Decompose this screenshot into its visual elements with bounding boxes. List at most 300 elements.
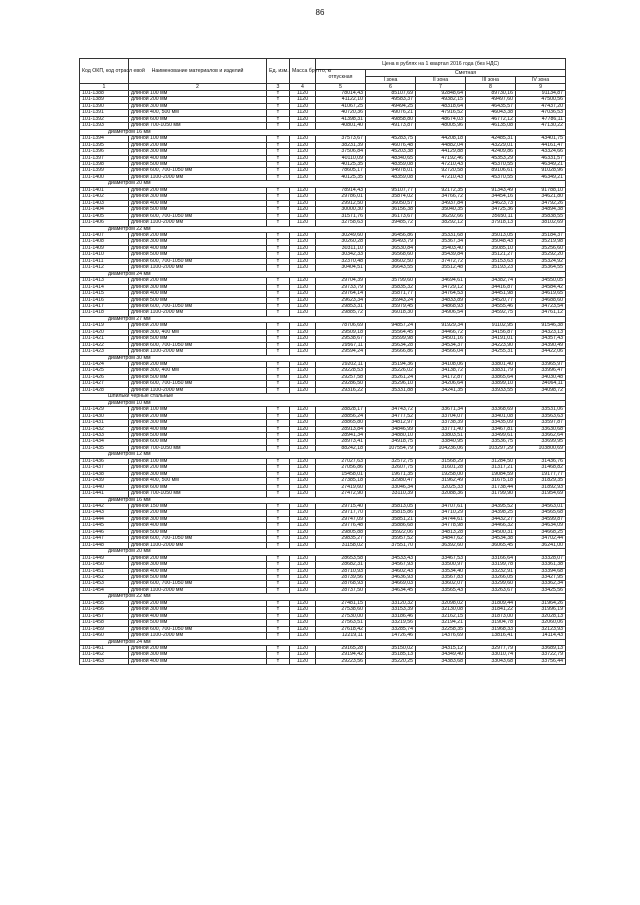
cell-unit: т — [267, 258, 290, 264]
cell-release-price: 29567,11 — [316, 342, 366, 348]
cell-zone-3-price: 49497,60 — [466, 97, 516, 103]
cell-zone-4-price: 31892,93 — [516, 484, 566, 490]
cell-mass: 1120 — [290, 362, 316, 368]
cell-zone-2-price: 34833,89 — [416, 297, 466, 303]
cell-unit: т — [267, 381, 290, 387]
cell-unit: т — [267, 207, 290, 213]
cell-release-price: 29202,11 — [316, 362, 366, 368]
price-table — [79, 58, 566, 665]
cell-zone-3-price: 34500,31 — [466, 529, 516, 535]
cell-zone-3-price: 34466,32 — [466, 523, 516, 529]
cell-unit: т — [267, 110, 290, 116]
cell-name: длиной 500 мм — [129, 433, 267, 439]
cell-zone-3-price: 34725,36 — [466, 207, 516, 213]
cell-mass: 1120 — [290, 174, 316, 180]
cell-name: длиной 500 мм — [129, 297, 267, 303]
cell-code: 101-1447 — [80, 536, 129, 542]
cell-zone-4-price: 47437,20 — [516, 103, 566, 109]
cell-zone-2-price: 35512,48 — [416, 265, 466, 271]
cell-mass: 1120 — [290, 155, 316, 161]
cell-zone-2-price: 31568,29 — [416, 458, 466, 464]
header-zone-3: III зона — [466, 77, 516, 84]
cell-mass: 1120 — [290, 426, 316, 432]
column-number: 8 — [466, 84, 516, 91]
cell-release-price: 27056,86 — [316, 465, 366, 471]
cell-zone-1-price: 33219,56 — [366, 620, 416, 626]
cell-zone-2-price: 34349,40 — [416, 652, 466, 658]
cell-mass: 1120 — [290, 504, 316, 510]
cell-zone-1-price: 107554,79 — [366, 445, 416, 451]
cell-zone-1-price: 33046,34 — [366, 484, 416, 490]
cell-mass: 1120 — [290, 97, 316, 103]
cell-release-price: 29194,42 — [316, 652, 366, 658]
cell-code: 101-1437 — [80, 465, 129, 471]
cell-release-price: 29776,48 — [316, 523, 366, 529]
cell-zone-3-price: 33043,68 — [466, 658, 516, 664]
cell-unit: т — [267, 484, 290, 490]
cell-code: 101-1398 — [80, 161, 129, 167]
cell-zone-2-price: 49382,15 — [416, 97, 466, 103]
cell-name: длиной 200 мм — [129, 142, 267, 148]
cell-zone-4-price: 33662,64 — [516, 433, 566, 439]
cell-zone-3-price: 34395,52 — [466, 504, 516, 510]
cell-zone-4-price: 33425,56 — [516, 587, 566, 593]
section-title: диаметром 20 мм — [80, 181, 566, 187]
header-release-price: отпускная — [316, 70, 366, 84]
cell-name: длиной 400, 500 мм — [129, 110, 267, 116]
column-number: 3 — [267, 84, 290, 91]
cell-zone-1-price: 32572,75 — [366, 458, 416, 464]
cell-unit: т — [267, 342, 290, 348]
cell-zone-4-price: 34668,25 — [516, 529, 566, 535]
cell-code: 101-1430 — [80, 413, 129, 419]
cell-unit: т — [267, 194, 290, 200]
cell-zone-1-price: 19671,35 — [366, 471, 416, 477]
table-row — [80, 658, 566, 664]
cell-name: длиной 600, 700-1050 мм — [129, 342, 267, 348]
cell-name: длиной 300 мм — [129, 239, 267, 245]
cell-zone-4-price: 33996,47 — [516, 368, 566, 374]
column-number: 1 — [80, 84, 129, 91]
cell-zone-1-price: 36018,30 — [366, 310, 416, 316]
cell-mass: 1120 — [290, 374, 316, 380]
cell-mass: 1120 — [290, 568, 316, 574]
cell-unit: т — [267, 568, 290, 574]
cell-release-price: 29623,34 — [316, 297, 366, 303]
cell-unit: т — [267, 645, 290, 651]
cell-zone-4-price: 38102,69 — [516, 220, 566, 226]
cell-release-price: 28941,34 — [316, 433, 366, 439]
cell-zone-4-price: 33328,07 — [516, 555, 566, 561]
cell-unit: т — [267, 123, 290, 129]
cell-zone-1-price: 35851,21 — [366, 516, 416, 522]
page-number: 86 — [315, 8, 325, 17]
cell-zone-1-price: 14726,46 — [366, 633, 416, 639]
cell-name: длиной 600 мм — [129, 484, 267, 490]
cell-release-price: 28856,24 — [316, 413, 366, 419]
cell-zone-4-price: 33563,63 — [516, 413, 566, 419]
cell-zone-3-price: 89106,61 — [466, 168, 516, 174]
cell-zone-3-price: 33801,40 — [466, 362, 516, 368]
cell-name: длиной 400 мм — [129, 523, 267, 529]
cell-zone-2-price: 34108,06 — [416, 362, 466, 368]
cell-zone-1-price: 32980,47 — [366, 478, 416, 484]
cell-mass: 1120 — [290, 407, 316, 413]
cell-release-price: 29223,56 — [316, 658, 366, 664]
cell-release-price: 29717,70 — [316, 510, 366, 516]
cell-zone-2-price: 33467,53 — [416, 555, 466, 561]
cell-zone-2-price: 35040,35 — [416, 207, 466, 213]
cell-zone-4-price: 34761,12 — [516, 310, 566, 316]
cell-name: длиной 600, 700-1050 мм — [129, 626, 267, 632]
cell-zone-1-price: 36530,84 — [366, 245, 416, 251]
cell-zone-4-price: 91788,10 — [516, 187, 566, 193]
cell-mass: 1120 — [290, 645, 316, 651]
cell-code: 101-1446 — [80, 529, 129, 535]
cell-mass: 1120 — [290, 265, 316, 271]
cell-zone-3-price: 35048,43 — [466, 239, 516, 245]
cell-zone-4-price: 33965,97 — [516, 362, 566, 368]
cell-zone-1-price: 34846,99 — [366, 426, 416, 432]
cell-name: длиной 200 мм — [129, 600, 267, 606]
cell-unit: т — [267, 523, 290, 529]
cell-code: 101-1460 — [80, 633, 129, 639]
cell-zone-4-price: 34064,11 — [516, 381, 566, 387]
cell-unit: т — [267, 658, 290, 664]
cell-unit: т — [267, 587, 290, 593]
cell-unit: т — [267, 407, 290, 413]
cell-release-price: 29316,22 — [316, 387, 366, 393]
section-title: диаметром 12 мм — [80, 452, 566, 458]
cell-unit: т — [267, 265, 290, 271]
cell-release-price: 28682,31 — [316, 562, 366, 568]
cell-zone-4-price: 34688,60 — [516, 297, 566, 303]
cell-zone-1-price: 36493,79 — [366, 239, 416, 245]
cell-release-price: 27563,51 — [316, 620, 366, 626]
cell-zone-3-price: 33536,75 — [466, 439, 516, 445]
cell-code: 101-1450 — [80, 562, 129, 568]
cell-release-price: 29764,14 — [316, 291, 366, 297]
cell-zone-2-price: 34729,12 — [416, 284, 466, 290]
cell-mass: 1120 — [290, 342, 316, 348]
cell-zone-4-price: 35219,98 — [516, 239, 566, 245]
cell-mass: 1120 — [290, 607, 316, 613]
cell-zone-3-price: 35153,63 — [466, 258, 516, 264]
cell-code: 101-1438 — [80, 471, 129, 477]
cell-release-price: 27618,42 — [316, 626, 366, 632]
cell-zone-3-price: 34398,25 — [466, 510, 516, 516]
cell-code: 101-1428 — [80, 387, 129, 393]
cell-mass: 1120 — [290, 439, 316, 445]
cell-unit: т — [267, 116, 290, 122]
cell-mass: 1120 — [290, 91, 316, 97]
cell-code: 101-1434 — [80, 439, 129, 445]
cell-unit: т — [267, 626, 290, 632]
cell-zone-3-price: 34520,77 — [466, 297, 516, 303]
cell-zone-3-price: 36065,45 — [466, 542, 516, 548]
cell-zone-1-price: 32607,75 — [366, 465, 416, 471]
cell-zone-4-price: 32123,93 — [516, 626, 566, 632]
cell-release-price: 78706,69 — [316, 323, 366, 329]
cell-release-price: 29835,27 — [316, 536, 366, 542]
cell-unit: т — [267, 445, 290, 451]
cell-name: длиной 500 мм — [129, 207, 267, 213]
cell-zone-3-price: 37918,13 — [466, 220, 516, 226]
cell-unit: т — [267, 142, 290, 148]
cell-zone-2-price: 34710,29 — [416, 510, 466, 516]
cell-release-price: 29509,18 — [316, 329, 366, 335]
cell-zone-3-price: 34191,01 — [466, 336, 516, 342]
cell-unit: т — [267, 220, 290, 226]
cell-unit: т — [267, 349, 290, 355]
cell-release-price: 40801,40 — [316, 123, 366, 129]
cell-name: длиной 600, 700-1050 мм — [129, 303, 267, 309]
cell-release-price: 31571,76 — [316, 213, 366, 219]
section-title: диаметром 22 мм — [80, 594, 566, 600]
cell-zone-4-price: 34323,13 — [516, 329, 566, 335]
cell-code: 101-1411 — [80, 258, 129, 264]
cell-name: длиной 200 мм — [129, 510, 267, 516]
cell-zone-1-price: 34777,52 — [366, 413, 416, 419]
cell-unit: т — [267, 471, 290, 477]
cell-unit: т — [267, 174, 290, 180]
cell-zone-2-price: 32162,15 — [416, 613, 466, 619]
cell-code: 101-1451 — [80, 568, 129, 574]
cell-mass: 1120 — [290, 329, 316, 335]
cell-zone-1-price: 34567,93 — [366, 562, 416, 568]
cell-zone-4-price: 31996,19 — [516, 607, 566, 613]
cell-release-price: 29805,88 — [316, 529, 366, 535]
cell-mass: 1120 — [290, 413, 316, 419]
cell-name: длиной 400 мм — [129, 291, 267, 297]
cell-code: 101-1425 — [80, 368, 129, 374]
cell-zone-3-price: 42409,86 — [466, 149, 516, 155]
cell-zone-2-price: 33567,83 — [416, 574, 466, 580]
cell-zone-3-price: 91102,95 — [466, 323, 516, 329]
cell-zone-3-price: 33368,69 — [466, 407, 516, 413]
cell-mass: 1120 — [290, 620, 316, 626]
cell-code: 101-1433 — [80, 433, 129, 439]
cell-zone-2-price: 34501,16 — [416, 336, 466, 342]
cell-zone-2-price: 47210,43 — [416, 161, 466, 167]
cell-zone-4-price: 35838,55 — [516, 213, 566, 219]
cell-zone-1-price: 36173,67 — [366, 213, 416, 219]
cell-unit: т — [267, 303, 290, 309]
cell-name: длиной 500 мм — [129, 161, 267, 167]
cell-mass: 1120 — [290, 278, 316, 284]
cell-unit: т — [267, 465, 290, 471]
cell-unit: т — [267, 458, 290, 464]
cell-code: 101-1399 — [80, 168, 129, 174]
cell-name: длиной 200 мм — [129, 555, 267, 561]
cell-zone-1-price: 35226,02 — [366, 368, 416, 374]
cell-zone-3-price: 31284,50 — [466, 458, 516, 464]
cell-name: длиной 300 мм — [129, 562, 267, 568]
cell-code: 101-1397 — [80, 155, 129, 161]
cell-name: длиной 1100-2000 мм — [129, 310, 267, 316]
cell-name: длиной 400 мм — [129, 200, 267, 206]
cell-code: 101-1457 — [80, 613, 129, 619]
cell-code: 101-1459 — [80, 626, 129, 632]
header-unit: Ед. изм. — [267, 59, 290, 84]
column-number: 5 — [316, 84, 366, 91]
cell-mass: 1120 — [290, 349, 316, 355]
cell-code: 101-1390 — [80, 103, 129, 109]
cell-zone-1-price: 35150,02 — [366, 645, 416, 651]
cell-zone-1-price: 35331,88 — [366, 387, 416, 393]
section-title: диаметром 22 мм — [80, 226, 566, 232]
cell-mass: 1120 — [290, 142, 316, 148]
cell-release-price: 29228,53 — [316, 368, 366, 374]
cell-zone-2-price: 48005,96 — [416, 123, 466, 129]
cell-zone-3-price: 45370,55 — [466, 161, 516, 167]
cell-zone-4-price: 34584,42 — [516, 284, 566, 290]
cell-zone-3-price: 35085,10 — [466, 245, 516, 251]
cell-zone-1-price: 33110,39 — [366, 491, 416, 497]
cell-mass: 1120 — [290, 445, 316, 451]
cell-unit: т — [267, 491, 290, 497]
cell-code: 101-1393 — [80, 123, 129, 129]
column-number: 4 — [290, 84, 316, 91]
cell-release-price: 78914,43 — [316, 187, 366, 193]
cell-zone-4-price: 33362,34 — [516, 581, 566, 587]
cell-code: 101-1435 — [80, 445, 129, 451]
cell-zone-2-price: 33704,07 — [416, 413, 466, 419]
cell-unit: т — [267, 652, 290, 658]
header-mass: Масса брутто, кг — [290, 59, 316, 84]
cell-mass: 1120 — [290, 536, 316, 542]
cell-mass: 1120 — [290, 213, 316, 219]
cell-code: 101-1406 — [80, 220, 129, 226]
cell-zone-3-price: 46043,38 — [466, 110, 516, 116]
cell-zone-4-price: 47786,11 — [516, 116, 566, 122]
cell-unit: т — [267, 620, 290, 626]
cell-mass: 1120 — [290, 187, 316, 193]
cell-mass: 1120 — [290, 529, 316, 535]
cell-zone-1-price: 35634,28 — [366, 342, 416, 348]
cell-zone-2-price: 35331,68 — [416, 232, 466, 238]
cell-code: 101-1452 — [80, 574, 129, 580]
cell-mass: 1120 — [290, 149, 316, 155]
cell-mass: 1120 — [290, 574, 316, 580]
cell-release-price: 41067,25 — [316, 103, 366, 109]
cell-code: 101-1420 — [80, 329, 129, 335]
cell-release-price: 12219,11 — [316, 633, 366, 639]
cell-zone-2-price: 33500,97 — [416, 562, 466, 568]
cell-zone-4-price: 33699,95 — [516, 439, 566, 445]
cell-zone-4-price: 35256,60 — [516, 245, 566, 251]
cell-name: длиной 300 мм — [129, 516, 267, 522]
cell-name: длиной 600, 700-1050 мм — [129, 213, 267, 219]
cell-name: длиной 400, 500 мм — [129, 478, 267, 484]
cell-release-price: 41122,10 — [316, 97, 366, 103]
cell-release-price: 30249,60 — [316, 232, 366, 238]
cell-code: 101-1426 — [80, 374, 129, 380]
cell-name: длиной 500 мм — [129, 620, 267, 626]
cell-unit: т — [267, 310, 290, 316]
cell-zone-1-price: 35871,77 — [366, 291, 416, 297]
cell-name: длиной 700-1050 мм — [129, 491, 267, 497]
cell-zone-3-price: 33435,09 — [466, 420, 516, 426]
cell-unit: т — [267, 362, 290, 368]
cell-zone-2-price: 33771,40 — [416, 426, 466, 432]
cell-zone-4-price: 103800,69 — [516, 445, 566, 451]
cell-zone-3-price: 35193,23 — [466, 265, 516, 271]
cell-zone-1-price: 36643,55 — [366, 265, 416, 271]
cell-release-price: 29853,31 — [316, 303, 366, 309]
cell-zone-1-price: 35922,06 — [366, 529, 416, 535]
cell-code: 101-1463 — [80, 658, 129, 664]
cell-mass: 1120 — [290, 381, 316, 387]
cell-zone-1-price: 36456,86 — [366, 232, 416, 238]
cell-code: 101-1409 — [80, 245, 129, 251]
cell-zone-4-price: 43324,66 — [516, 149, 566, 155]
cell-name: длиной 300 мм — [129, 149, 267, 155]
cell-zone-4-price: 32060,06 — [516, 620, 566, 626]
cell-code: 101-1439 — [80, 478, 129, 484]
column-number: 7 — [416, 84, 466, 91]
section-title: диаметром 20 мм — [80, 549, 566, 555]
cell-zone-3-price: 35013,05 — [466, 232, 516, 238]
header-code: Код ОКП, код отрасл евой — [80, 59, 129, 84]
cell-zone-2-price: 31601,28 — [416, 465, 466, 471]
column-number: 2 — [129, 84, 267, 91]
cell-zone-2-price: 33671,34 — [416, 407, 466, 413]
cell-code: 101-1413 — [80, 278, 129, 284]
cell-release-price: 28739,56 — [316, 574, 366, 580]
cell-zone-1-price: 35599,98 — [366, 336, 416, 342]
cell-name: длиной 300 мм — [129, 607, 267, 613]
cell-zone-4-price: 33689,13 — [516, 645, 566, 651]
cell-code: 101-1395 — [80, 142, 129, 148]
cell-mass: 1120 — [290, 542, 316, 548]
cell-name: длиной 500 мм — [129, 336, 267, 342]
cell-release-price: 15458,01 — [316, 471, 366, 477]
cell-unit: т — [267, 420, 290, 426]
cell-zone-4-price: 34894,38 — [516, 207, 566, 213]
cell-zone-4-price: 91028,96 — [516, 168, 566, 174]
cell-zone-2-price: 47210,43 — [416, 174, 466, 180]
cell-zone-1-price: 46076,48 — [366, 142, 416, 148]
cell-zone-4-price: 35364,55 — [516, 265, 566, 271]
cell-mass: 1120 — [290, 258, 316, 264]
cell-zone-3-price: 33401,08 — [466, 413, 516, 419]
cell-zone-1-price: 34669,03 — [366, 581, 416, 587]
section-title: диаметром 24 мм — [80, 271, 566, 277]
cell-code: 101-1401 — [80, 187, 129, 193]
cell-zone-4-price: 44161,47 — [516, 142, 566, 148]
cell-code: 101-1416 — [80, 297, 129, 303]
cell-zone-3-price: 33166,64 — [466, 555, 516, 561]
cell-zone-2-price: 14376,69 — [416, 633, 466, 639]
cell-name: длиной 200 мм — [129, 645, 267, 651]
cell-zone-3-price: 43229,01 — [466, 142, 516, 148]
cell-code: 101-1424 — [80, 362, 129, 368]
cell-mass: 1120 — [290, 562, 316, 568]
cell-zone-2-price: 34534,37 — [416, 342, 466, 348]
cell-zone-3-price: 31968,33 — [466, 626, 516, 632]
cell-release-price: 29715,40 — [316, 504, 366, 510]
cell-mass: 1120 — [290, 652, 316, 658]
cell-zone-2-price: 35403,40 — [416, 245, 466, 251]
cell-zone-1-price: 35815,86 — [366, 510, 416, 516]
cell-release-price: 28828,17 — [316, 407, 366, 413]
cell-name: длиной 150 мм — [129, 504, 267, 510]
cell-zone-2-price: 34764,53 — [416, 291, 466, 297]
cell-zone-2-price: 33565,43 — [416, 587, 466, 593]
cell-unit: т — [267, 97, 290, 103]
cell-zone-2-price: 44882,04 — [416, 142, 466, 148]
